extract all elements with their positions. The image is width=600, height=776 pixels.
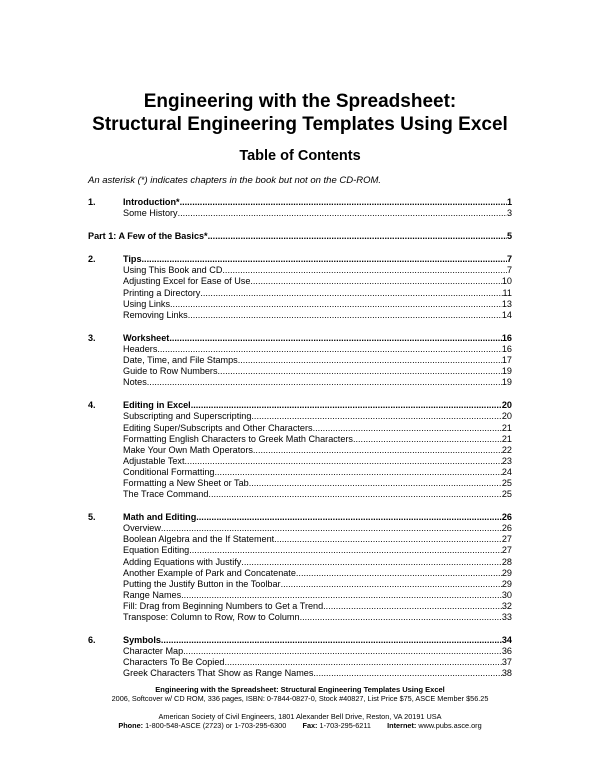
toc-section-entry — [88, 434, 512, 445]
toc-section-entry — [88, 568, 512, 579]
toc-entry-title: Range Names — [123, 589, 182, 600]
dot-leader — [296, 568, 502, 579]
toc-entry-title: Fill: Drag from Beginning Numbers to Get a Trend — [123, 600, 324, 611]
footer-book-title: Engineering with the Spreadsheet: Structural Engineering Templates Using Excel — [155, 685, 445, 694]
toc-page-number: 16 — [501, 332, 512, 343]
dot-leader — [189, 545, 502, 556]
toc-page-number: 19 — [501, 366, 512, 377]
toc-entry-title: Character Map — [123, 646, 184, 657]
fax-number: 1-703-295-6211 — [319, 721, 371, 730]
dot-leader — [274, 534, 502, 545]
toc-page-number: 7 — [506, 265, 512, 276]
dot-leader — [238, 355, 502, 366]
toc-entry-title: Subscripting and Superscripting — [123, 411, 252, 422]
chapter-number: 2. — [88, 254, 96, 265]
dot-leader — [181, 590, 502, 601]
toc-page-number: 30 — [501, 589, 512, 600]
toc-page-number: 33 — [501, 612, 512, 622]
dot-leader — [161, 523, 502, 534]
toc-entry-title: Conditional Formatting — [123, 466, 215, 477]
toc-chapter-entry — [88, 254, 512, 265]
toc-section-entry — [88, 534, 512, 545]
dot-leader — [218, 366, 502, 377]
toc-section-entry — [88, 557, 512, 568]
toc-entry-title: Introduction* — [123, 197, 180, 207]
toc-section-entry — [88, 355, 512, 366]
toc-chapter-entry — [88, 635, 512, 646]
toc-section-entry — [88, 590, 512, 601]
toc-section-entry — [88, 208, 512, 219]
toc-page-number: 38 — [501, 668, 512, 679]
toc-entry-title: Part 1: A Few of the Basics* — [88, 231, 208, 242]
dot-leader — [178, 208, 507, 219]
toc-entry-title: Worksheet — [123, 332, 170, 343]
title-line-1: Engineering with the Spreadsheet: — [143, 91, 457, 112]
dot-leader — [142, 254, 507, 265]
toc-section-entry — [88, 310, 512, 321]
dot-leader — [224, 657, 501, 668]
footer-book-details: 2006, Softcover w/ CD ROM, 336 pages, ISBN: 0-7844-0827-0, Stock #40827, List Price $75, ASCE Member $56.25 — [111, 694, 489, 703]
toc-section-entry — [88, 612, 512, 623]
toc-entry-title: Characters To Be Copied — [123, 657, 225, 668]
toc-page-number: 34 — [501, 635, 512, 646]
toc-page-number: 25 — [501, 489, 512, 500]
toc-entry-title: Another Example of Park and Concatenate — [123, 567, 296, 578]
toc-page-number: 23 — [501, 455, 512, 466]
toc-chapter-entry — [88, 400, 512, 411]
table-of-contents — [88, 197, 512, 679]
toc-page-number: 20 — [501, 411, 512, 422]
toc-page-number: 37 — [501, 657, 512, 668]
toc-entry-title: Math and Editing — [123, 512, 197, 523]
toc-page-number: 5 — [506, 231, 512, 242]
toc-section-entry — [88, 288, 512, 299]
dot-leader — [169, 333, 502, 344]
toc-entry-title: Notes — [123, 377, 147, 388]
toc-entry-title: Equation Editing — [123, 545, 190, 556]
toc-section-entry — [88, 265, 512, 276]
toc-section-entry — [88, 478, 512, 489]
toc-entry-title: Date, Time, and File Stamps — [123, 355, 238, 366]
toc-entry-title: Adjusting Excel for Ease of Use — [123, 276, 251, 287]
toc-page-number: 11 — [502, 287, 512, 298]
footer-address: American Society of Civil Engineers, 1801 Alexander Bell Drive, Reston, VA 20191 USA — [158, 712, 442, 721]
toc-entry-title: Printing a Directory — [123, 287, 201, 298]
internet-label: Internet: — [387, 721, 417, 730]
internet-address: www.pubs.asce.org — [418, 721, 482, 730]
toc-heading: Table of Contents — [239, 148, 361, 164]
toc-page-number: 19 — [501, 377, 512, 388]
toc-page-number: 10 — [501, 276, 512, 287]
toc-entry-title: Formatting a New Sheet or Tab — [123, 477, 249, 488]
toc-page-number: 36 — [501, 646, 512, 657]
chapter-number: 5. — [88, 512, 96, 523]
toc-page-number: 13 — [501, 298, 512, 309]
toc-section-entry — [88, 489, 512, 500]
toc-entry-title: Overview — [123, 523, 161, 534]
toc-section-entry — [88, 668, 512, 679]
dot-leader — [196, 512, 502, 523]
toc-entry-title: Symbols — [123, 635, 161, 646]
toc-entry-title: Adjustable Text — [123, 455, 185, 466]
toc-entry-title: Removing Links — [123, 309, 188, 320]
footer-contact — [0, 721, 600, 730]
toc-chapter-entry — [88, 197, 512, 208]
toc-page-number: 32 — [501, 600, 512, 611]
toc-section-entry — [88, 646, 512, 657]
dot-leader — [188, 310, 502, 321]
phone-number: 1-800-548-ASCE (2723) or 1-703-295-6300 — [145, 721, 287, 730]
toc-section-entry — [88, 601, 512, 612]
dot-leader — [323, 601, 502, 612]
toc-page-number: 29 — [501, 578, 512, 589]
toc-page-number: 24 — [501, 466, 512, 477]
toc-entry-title: Tips — [123, 254, 142, 265]
toc-chapter-entry — [88, 512, 512, 523]
toc-section-entry — [88, 456, 512, 467]
toc-entry-title: Using Links — [123, 298, 171, 309]
toc-entry-title: Using This Book and CD — [123, 265, 223, 276]
dot-leader — [170, 299, 502, 310]
title-line-2: Structural Engineering Templates Using Excel — [92, 114, 508, 135]
fax-label: Fax: — [302, 721, 318, 730]
toc-entry-title: Boolean Algebra and the If Statement — [123, 534, 275, 545]
toc-chapter-entry — [88, 333, 512, 344]
dot-leader — [251, 411, 501, 422]
chapter-number: 1. — [88, 197, 96, 207]
toc-section-entry — [88, 579, 512, 590]
dot-leader — [300, 612, 502, 623]
toc-section-entry — [88, 377, 512, 388]
toc-entry-title: Guide to Row Numbers — [123, 366, 218, 377]
toc-section-entry — [88, 423, 512, 434]
asterisk-note: An asterisk (*) indicates chapters in the book but not on the CD-ROM. — [88, 175, 382, 186]
footer — [0, 685, 600, 730]
dot-leader — [222, 265, 507, 276]
dot-leader — [183, 646, 502, 657]
toc-page-number: 25 — [501, 477, 512, 488]
page-title — [0, 90, 600, 136]
toc-entry-title: Headers — [123, 343, 158, 354]
toc-entry-title: Adding Equations with Justify — [123, 556, 242, 567]
toc-page-number: 1 — [506, 197, 512, 207]
toc-part-entry — [88, 231, 512, 242]
dot-leader — [147, 377, 502, 388]
toc-entry-title: Make Your Own Math Operators — [123, 444, 253, 455]
toc-section-entry — [88, 445, 512, 456]
toc-entry-title: Putting the Justify Button in the Toolbar — [123, 578, 281, 589]
toc-page-number: 22 — [501, 444, 512, 455]
toc-entry-title: Editing in Excel — [123, 400, 191, 411]
dot-leader — [281, 579, 502, 590]
dot-leader — [249, 478, 502, 489]
toc-entry-title: The Trace Command — [123, 489, 209, 500]
toc-section-entry — [88, 299, 512, 310]
toc-section-entry — [88, 545, 512, 556]
dot-leader — [208, 231, 507, 242]
toc-page-number: 7 — [506, 254, 512, 265]
toc-page-number: 27 — [501, 545, 512, 556]
toc-page-number: 16 — [501, 343, 512, 354]
toc-page-number: 28 — [501, 556, 512, 567]
dot-leader — [200, 288, 502, 299]
toc-entry-title: Formatting English Characters to Greek Math Characters — [123, 433, 353, 444]
toc-page-number: 17 — [501, 355, 512, 366]
toc-section-entry — [88, 657, 512, 668]
toc-section-entry — [88, 467, 512, 478]
chapter-number: 6. — [88, 635, 96, 646]
toc-entry-title: Transpose: Column to Row, Row to Column — [123, 612, 300, 622]
toc-entry-title: Greek Characters That Show as Range Names — [123, 668, 314, 679]
dot-leader — [253, 445, 502, 456]
chapter-number: 3. — [88, 332, 96, 343]
toc-page-number: 26 — [501, 523, 512, 534]
dot-leader — [313, 668, 501, 679]
toc-page-number: 29 — [501, 567, 512, 578]
dot-leader — [191, 400, 502, 411]
dot-leader — [161, 635, 502, 646]
toc-page-number: 21 — [501, 433, 512, 444]
toc-section-entry — [88, 523, 512, 534]
dot-leader — [157, 344, 502, 355]
toc-page-number: 27 — [501, 534, 512, 545]
toc-entry-title: Some History — [123, 208, 178, 219]
toc-page-number: 26 — [501, 512, 512, 523]
phone-label: Phone: — [118, 721, 144, 730]
dot-leader — [250, 276, 502, 287]
dot-leader — [313, 423, 502, 434]
toc-section-entry — [88, 276, 512, 287]
toc-page-number: 14 — [501, 309, 512, 320]
dot-leader — [353, 434, 502, 445]
dot-leader — [241, 557, 502, 568]
toc-section-entry — [88, 344, 512, 355]
toc-entry-title: Editing Super/Subscripts and Other Characters — [123, 422, 313, 433]
toc-page-number: 20 — [501, 400, 512, 411]
toc-section-entry — [88, 366, 512, 377]
toc-page-number: 3 — [506, 208, 512, 219]
chapter-number: 4. — [88, 400, 96, 411]
dot-leader — [208, 489, 501, 500]
dot-leader — [215, 467, 502, 478]
toc-section-entry — [88, 411, 512, 422]
dot-leader — [180, 197, 507, 208]
dot-leader — [185, 456, 502, 467]
toc-page-number: 21 — [501, 422, 512, 433]
